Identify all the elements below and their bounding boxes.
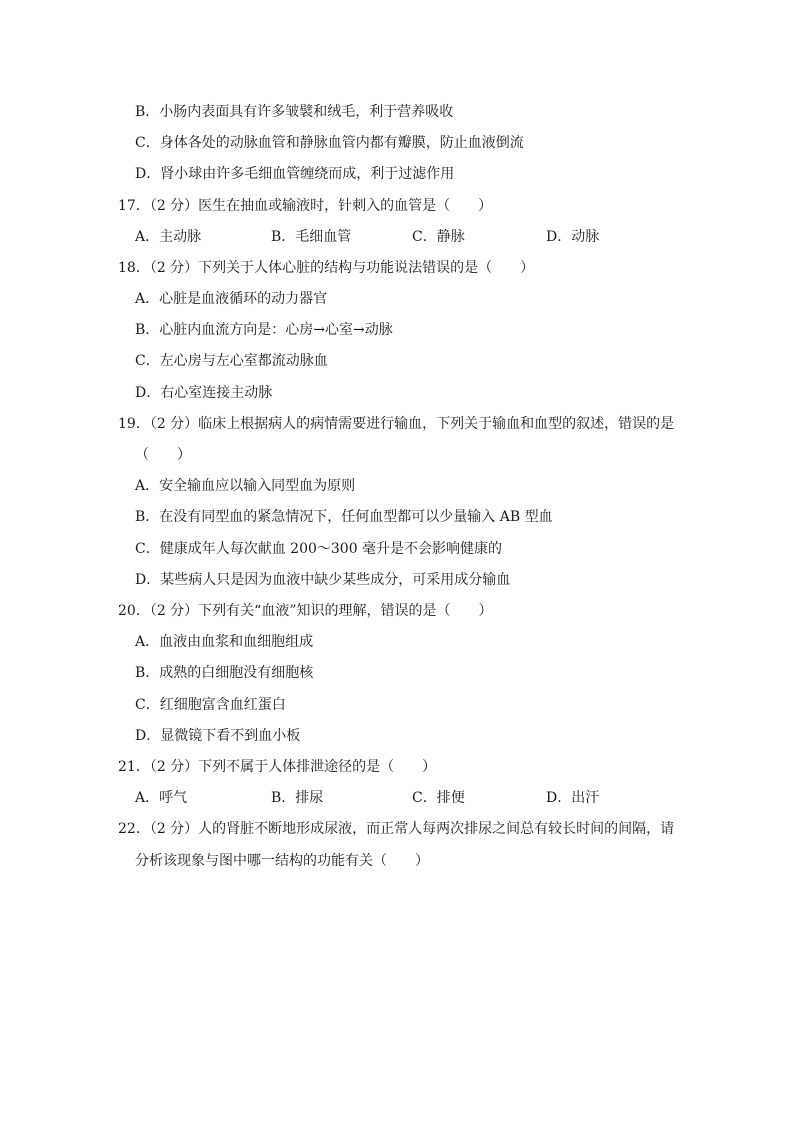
q19-stem-cont: （ ） [135,447,191,463]
q21-option-d: D．出汗 [546,790,600,806]
q21-option-c: C．排便 [412,790,465,806]
q18-option-a: A．心脏是血液循环的动力器官 [135,291,328,307]
q19-option-b: B．在没有同型血的紧急情况下，任何血型都可以少量输入 AB 型血 [135,509,553,525]
q17-option-b: B．毛细血管 [271,229,352,245]
q21-option-b: B．排尿 [271,790,324,806]
q19-option-a: A．安全输血应以输入同型血为原则 [135,478,356,494]
q17-stem: 17．（2 分）医生在抽血或输液时，针刺入的血管是（ ） [118,198,493,214]
q21-option-a: A．呼气 [135,790,188,806]
q20-option-a: A．血液由血浆和血细胞组成 [135,634,314,650]
q16-option-b: B．小肠内表面具有许多皱襞和绒毛，利于营养吸收 [135,104,454,120]
q18-option-c: C．左心房与左心室都流动脉血 [135,353,328,369]
q17-option-c: C．静脉 [412,229,465,245]
q17-option-d: D．动脉 [546,229,600,245]
q19-option-c: C．健康成年人每次献血 200～300 毫升是不会影响健康的 [135,541,503,557]
q19-option-d: D．某些病人只是因为血液中缺少某些成分，可采用成分输血 [135,572,511,588]
q22-stem: 22．（2 分）人的肾脏不断地形成尿液，而正常人每两次排尿之间总有较长时间的间隔，请 [118,821,675,837]
q19-stem: 19．（2 分）临床上根据病人的病情需要进行输血，下列关于输血和血型的叙述，错误的是 [118,416,675,432]
q21-stem: 21．（2 分）下列不属于人体排泄途径的是（ ） [118,759,437,775]
q22-stem-cont: 分析该现象与图中哪一结构的功能有关（ ） [135,853,429,869]
q18-option-b: B．心脏内血流方向是：心房→心室→动脉 [135,322,393,338]
q20-option-c: C．红细胞富含血红蛋白 [135,697,286,713]
q16-option-d: D．肾小球由许多毛细血管缠绕而成，利于过滤作用 [135,166,455,182]
q18-option-d: D．右心室连接主动脉 [135,385,273,401]
q18-stem: 18．（2 分）下列关于人体心脏的结构与功能说法错误的是（ ） [118,260,535,276]
q17-option-a: A．主动脉 [135,229,202,245]
q16-option-c: C．身体各处的动脉血管和静脉血管内都有瓣膜，防止血液倒流 [135,135,524,151]
q20-option-b: B．成熟的白细胞没有细胞核 [135,665,314,681]
q20-stem: 20．（2 分）下列有关“血液”知识的理解，错误的是（ ） [118,603,493,619]
q20-option-d: D．显微镜下看不到血小板 [135,728,301,744]
